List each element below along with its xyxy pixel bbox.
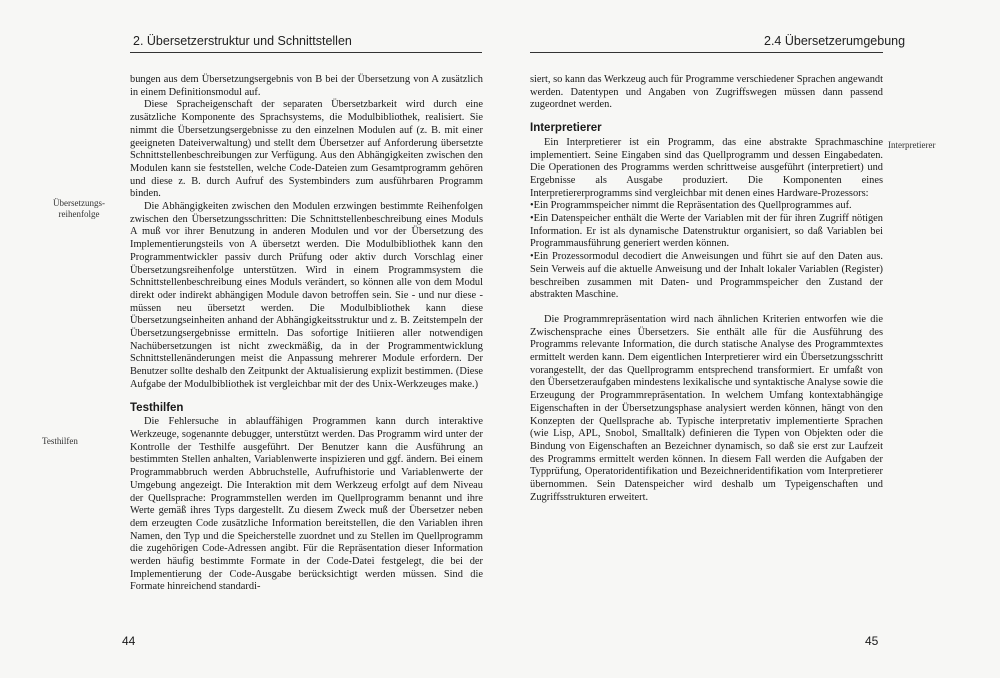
margin-note-interpretierer: Interpretierer bbox=[888, 140, 936, 150]
left-header-rule bbox=[130, 52, 482, 53]
list-item: •Ein Datenspeicher enthält die Werte der Variablen mit der für ihren Zugriff nötigen Information. Er ist als dynamische Datenstruktur organisiert, so daß Variablen bei Programmausführung generiert werden können. bbox=[530, 213, 883, 250]
margin-note-testhilfen: Testhilfen bbox=[42, 436, 78, 446]
section-heading-interpretierer: Interpretierer bbox=[530, 122, 602, 135]
list-item: •Ein Programmspeicher nimmt die Repräsentation des Quellprogrammes auf. bbox=[530, 200, 852, 212]
section-heading-testhilfen: Testhilfen bbox=[130, 401, 184, 414]
paragraph: Die Abhängigkeiten zwischen den Modulen erzwingen bestimmte Reihenfolgen zwischen den Übersetzungsschritten: Die Schnittstellenbeschreibung eines Moduls A muß vor ihrer Benutzung in anderen Modulen und vor der Übersetzung des Implementierungsteils von A übersetzt werden. Die Modulbibliothek kann den Programmentwickler passiv durch Prüfung oder aktiv durch Vorschlag einer Übersetzungsreihenfolge unterstützen. Wird in einem Programmsystem die Schnittstellenbeschreibung eines Moduls verändert, so können alle von dem Modul direkt oder indirekt abhängigen Module davon betroffen sein. Sie - und nur diese - müssen neu übersetzt werden. Die Modulbibliothek kann diese Übersetzungseinheiten anhand der Abhängigkeitsstruktur und z. B. Zeitstempeln der Übersetzungsergebnisse ermitteln. Das sofortige Initiieren aller notwendigen Nachübersetzungen ist nicht zweckmäßig, da in der Programmentwicklung Schnittstellenänderungen meist die Anpassung mehrerer Module erfordern. Der Benutzer sollte deshalb den Zeitpunkt der Aktualisierung explizit bestimmen. (Diese Aufgabe der Modulbibliothek ist vergleichbar mit der des Unix-Werkzeuges make.) bbox=[130, 201, 483, 390]
left-page-number: 44 bbox=[122, 634, 136, 648]
right-text-column bbox=[530, 74, 883, 505]
right-page-number: 45 bbox=[865, 634, 879, 648]
right-page-header: 2.4 Übersetzerumgebung bbox=[764, 34, 906, 48]
paragraph: Die Programmrepräsentation wird nach ähnlichen Kriterien entworfen wie die Zwischensprache eines Übersetzers. Sie enthält alle für die Ausführung des Programms relevante Information, die durch statische Analyse des Programmtextes ermittelt werden kann. Dem eigentlichen Interpretierer wird ein Übersetzungsschritt vorangestellt, der das Quellprogramm entsprechend transformiert. Er umfaßt von den Übersetzeraufgaben mindestens lexikalische und syntaktische Analyse sowie die Erzeugung der Programmrepräsentation. In welchem Umfang kontextabhängige Eigenschaften in der Übersetzungsphase analysiert werden können, hängt von den Konzepten der Quellsprache ab. Typische interpretativ implementierte Sprachen (wie Lisp, APL, Snobol, Smalltalk) definieren die Typen von Objekten oder die Bindung von Eigenschaften an Bezeichner dynamisch, so daß sie erst zur Laufzeit des Programms ermittelt werden können. In diesem Fall werden die Aufgaben der Typprüfung, Operatoridentifikation und Bezeichneridentifikation vom Interpretierer übernommen. Sein Datenspeicher wird deshalb um Typeigenschaften und Zugriffsstrukturen erweitert. bbox=[530, 313, 883, 503]
paragraph: Diese Spracheigenschaft der separaten Übersetzbarkeit wird durch eine zusätzliche Komponente des Sprachsystems, die Modulbibliothek, realisiert. Sie nimmt die Übersetzungsergebnisse zu den einzelnen Modulen auf (z. B. mit einer geeigneten Dateiverwaltung) und stellt dem Übersetzer auf Anforderung übersetzte Schnittstellenbeschreibungen zur Verfügung. Aus den Abhängigkeiten zwischen den Modulen kann sie feststellen, welche Code-Dateien zum Gesamtprogramm gehören und diese z. B. durch Aufruf des Systembinders zum ausführbaren Programm binden. bbox=[130, 99, 483, 200]
paragraph: siert, so kann das Werkzeug auch für Programme verschiedener Sprachen angewandt werden. Datentypen und Angaben von Zugriffswegen müssen dann passend zugeordnet werden. bbox=[530, 74, 883, 111]
list-item: •Ein Prozessormodul decodiert die Anweisungen und führt sie auf den Daten aus. Sein Verweis auf die aktuelle Anweisung und der Inhalt lokaler Variablen (Register) beschreiben zusammen mit Daten- und Programmspeicher den Zustand der abstrakten Maschine. bbox=[530, 251, 883, 301]
paragraph-gap bbox=[530, 302, 883, 314]
left-text-column bbox=[130, 74, 483, 594]
right-page bbox=[500, 0, 1000, 678]
paragraph: bungen aus dem Übersetzungsergebnis von B bei der Übersetzung von A zusätzlich in einem Definitionsmodul auf. bbox=[130, 74, 483, 98]
paragraph: Ein Interpretierer ist ein Programm, das eine abstrakte Sprachmaschine implementiert. Seine Eingaben sind das Quellprogramm und dessen Eingabedaten. Die Operationen des Programms werden schrittweise ausgeführt (interpretiert) und Ergebnisse als Ausgabe produziert. Die Komponenten eines Interpretiererprogramms sind vergleichbar mit denen eines Hardware-Prozessors: bbox=[530, 136, 883, 199]
paragraph: Die Fehlersuche in ablauffähigen Programmen kann durch interaktive Werkzeuge, sogenannte debugger, unterstützt werden. Das Programm wird unter der Kontrolle der Testhilfe ausgeführt. Der Benutzer kann die Ausführung an bestimmten Stellen anhalten, Variablenwerte inspizieren und ggf. ändern. Bei einem Programmabbruch werden Abbruchstelle, Aufrufhistorie und Variablenwerte der Umgebung angezeigt. Die Interaktion mit dem Werkzeug erfolgt auf dem Niveau der Quellsprache: Programmstellen werden im Quellprogramm benannt und ihre Werte gemäß ihres Typs dargestellt. Zu diesem Zweck muß der Übersetzer neben dem erzeugten Code zusätzliche Information bereitstellen, die den Variablen ihren Namen, den Typ und die Speicherstelle zuordnet und zu Stellen im Quellprogramm die zugehörigen Code-Adressen angibt. Für die Repräsentation dieser Information werden häufig bestimmte Formate in der Code-Datei festgelegt, die bei der Implementierung der Code-Ausgabe berücksichtigt werden müssen. Sind die Formate hinreichend standardi- bbox=[130, 416, 483, 593]
right-header-rule bbox=[530, 52, 883, 53]
margin-note-uebersetzungsreihenfolge: Übersetzungs- reihenfolge bbox=[53, 198, 105, 219]
left-page-header: 2. Übersetzerstruktur und Schnittstellen bbox=[133, 34, 352, 48]
